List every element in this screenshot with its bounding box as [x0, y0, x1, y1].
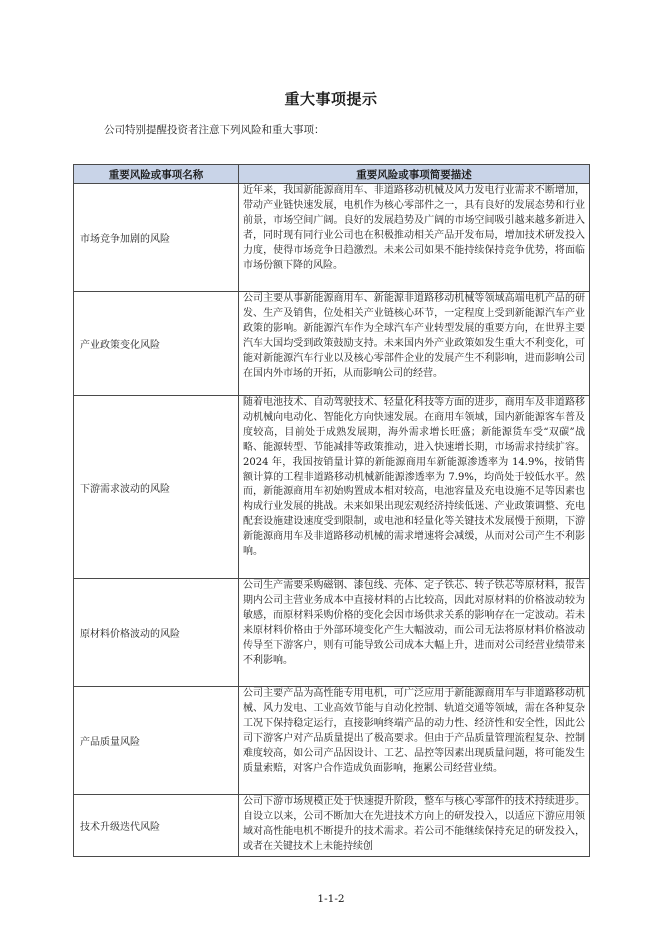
risk-description: 公司主要从事新能源商用车、新能源非道路移动机械等领域高端电机产品的研发、生产及销售，位处相关产业链核心环节，一定程度上受到新能源汽车产业政策的影响。新能源汽车作为全球汽车产业转型发展的重要方向，在世界主要汽车大国均受到政策鼓励支持。未来国内外产业政策如发生重大不利变化，可能对新能源汽车行业以及核心零部件企业的发展产生不利影响，进而影响公司在国内外市场的开拓，从而影响公司的经营。: [239, 292, 590, 396]
risk-name: 下游需求波动的风险: [74, 396, 239, 579]
risk-description: 公司下游市场规模正处于快速提升阶段，整车与核心零部件的技术持续进步。自设立以来，公司不断加大在先进技术方向上的研发投入，以适应下游应用领域对高性能电机不断提升的技术需求。若公司不能继续保持充足的研发投入，或者在关键技术上未能持续创: [239, 795, 590, 857]
risk-description: 公司生产需要采购磁钢、漆包线、壳体、定子铁芯、转子铁芯等原材料，报告期内公司主营业务成本中直接材料的占比较高，因此对原材料的价格波动较为敏感，而原材料采购价格的变化会因市场供求关系的影响存在一定波动。若未来原材料价格由于外部环境变化产生大幅波动，而公司无法将原材料价格波动传导至下游客户，则有可能导致公司成本大幅上升，进而对公司经营业绩带来不利影响。: [239, 579, 590, 687]
table-header-row: [74, 165, 590, 184]
table-row: [74, 579, 590, 687]
intro-text: 公司特别提醒投资者注意下列风险和重大事项：: [104, 124, 325, 136]
risk-name: 产品质量风险: [74, 687, 239, 795]
risk-name: 原材料价格波动的风险: [74, 579, 239, 687]
risk-name: 产业政策变化风险: [74, 292, 239, 396]
table-row: [74, 795, 590, 857]
risk-description: 随着电池技术、自动驾驶技术、轻量化科技等方面的进步，商用车及非道路移动机械向电动化、智能化方向快速发展。在商用车领域，国内新能源客车普及度较高，目前处于成熟发展期，海外需求增长旺盛；新能源货车受“双碳”战略、能源转型、节能减排等政策推动，进入快速增长期，市场需求持续扩容。2024 年，我国按销量计算的新能源商用车新能源渗透率为 14.9%，按销售额计算的工程非道路移动机械新能源渗透率为 7.9%，均尚处于较低水平。然而，新能源商用车初始购置成本相对较高，电池容量及充电设施不足等因素也构成行业发展的挑战。未来如果出现宏观经济持续低迷、产业政策调整、充电配套设施建设速度受到限制，或电池和轻量化等关键技术发展慢于预期，下游新能源商用车及非道路移动机械的需求增速将会减缓，从而对公司产生不利影响。: [239, 396, 590, 579]
risk-name: 技术升级迭代风险: [74, 795, 239, 857]
column-header-name: 重要风险或事项名称: [74, 165, 239, 184]
page-number: 1-1-2: [317, 893, 345, 905]
column-header-description: 重要风险或事项简要描述: [239, 165, 590, 184]
risk-description: 近年来，我国新能源商用车、非道路移动机械及风力发电行业需求不断增加，带动产业链快速发展，电机作为核心零部件之一，具有良好的发展态势和行业前景，市场空间广阔。良好的发展趋势及广阔的市场空间吸引越来越多新进入者，同时现有同行业公司也在积极推动相关产品开发布局，增加技术研发投入力度，使得市场竞争日趋激烈。未来公司如果不能持续保持竞争优势，将面临市场份额下降的风险。: [239, 184, 590, 292]
risk-description: 公司主要产品为高性能专用电机，可广泛应用于新能源商用车与非道路移动机械、风力发电、工业高效节能与自动化控制、轨道交通等领域，需在各种复杂工况下保持稳定运行，直接影响终端产品的动力性、经济性和安全性，因此公司下游客户对产品质量提出了极高要求。但由于产品质量管理流程复杂、控制难度较高，如公司产品因设计、工艺、品控等因素出现质量问题，将可能发生质量索赔，对客户合作造成负面影响，拖累公司经营业绩。: [239, 687, 590, 795]
risk-table: [73, 164, 590, 857]
table-row: [74, 396, 590, 579]
table-row: [74, 687, 590, 795]
page-title: 重大事项提示: [284, 90, 378, 108]
table-row: [74, 184, 590, 292]
risk-name: 市场竞争加剧的风险: [74, 184, 239, 292]
table-row: [74, 292, 590, 396]
